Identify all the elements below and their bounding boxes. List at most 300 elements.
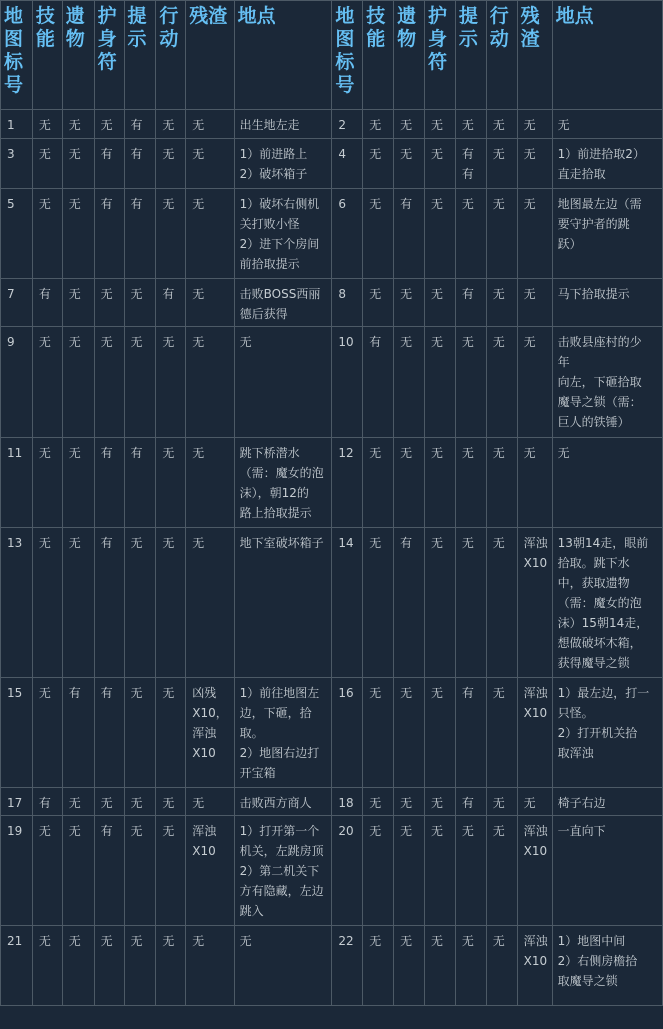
cell-line: 无 (431, 686, 444, 700)
cell-residue (517, 528, 552, 678)
cell-amulet (94, 528, 124, 678)
table-row (1, 110, 663, 139)
cell-location (552, 189, 662, 279)
cell-line: 2）破坏箱子 (239, 167, 308, 181)
cell-line: 浑浊 (523, 934, 548, 948)
cell-action (156, 189, 186, 279)
cell-line: X10， (192, 706, 228, 720)
cell-line: 6 (338, 197, 347, 211)
cell-relic (394, 327, 425, 438)
cell-amulet (425, 678, 456, 788)
cell-line: 无 (369, 147, 382, 161)
cell-line: 无 (400, 147, 413, 161)
cell-location (552, 816, 662, 926)
cell-line: 无 (162, 118, 175, 132)
cell-line: 2）右侧房檐拾 (557, 954, 638, 968)
cell-hint (124, 816, 156, 926)
cell-amulet (94, 189, 124, 279)
header-amulet: 护身符 (94, 1, 124, 110)
cell-line: X10 (192, 746, 216, 760)
cell-line: 无 (130, 335, 143, 349)
cell-line: 无 (400, 686, 413, 700)
cell-line: 椅子右边 (557, 796, 606, 810)
cell-map-number (332, 926, 363, 1006)
cell-line: （需：魔女的泡 (239, 466, 324, 480)
cell-line: 德后获得 (239, 307, 288, 321)
cell-line: 无 (431, 335, 444, 349)
cell-action (486, 110, 517, 139)
cell-line: 开宝箱 (239, 766, 276, 780)
cell-relic (394, 189, 425, 279)
cell-line: 无 (492, 118, 505, 132)
cell-skill (363, 438, 394, 528)
cell-relic (394, 528, 425, 678)
cell-line: 有 (38, 287, 51, 301)
cell-action (486, 926, 517, 1006)
cell-line: 无 (38, 934, 51, 948)
cell-line: 无 (68, 335, 81, 349)
cell-line: 无 (192, 796, 205, 810)
cell-line: 中，获取遗物 (557, 576, 630, 590)
cell-amulet (94, 816, 124, 926)
cell-line: 边，下砸，拾 (239, 706, 312, 720)
cell-hint (455, 110, 486, 139)
cell-line: 击败BOSS西丽 (239, 287, 321, 301)
cell-line: 18 (338, 796, 354, 810)
cell-line: 关打败小怪 (239, 217, 300, 231)
cell-skill (32, 926, 62, 1006)
cell-line: 拾取。跳下水 (557, 556, 630, 570)
cell-hint (124, 110, 156, 139)
cell-action (486, 327, 517, 438)
cell-skill (363, 189, 394, 279)
cell-line: 无 (192, 147, 205, 161)
cell-amulet (94, 926, 124, 1006)
cell-action (156, 110, 186, 139)
cell-line: 无 (68, 197, 81, 211)
cell-action (486, 139, 517, 189)
cell-line: 魔导之锁（需： (557, 395, 642, 409)
cell-line: 1）前往地图左 (239, 686, 320, 700)
cell-line: 无 (461, 934, 474, 948)
cell-line: 无 (162, 796, 175, 810)
cell-line: 无 (461, 118, 474, 132)
cell-line: 无 (369, 287, 382, 301)
cell-hint (455, 189, 486, 279)
cell-line: 有 (100, 147, 113, 161)
cell-relic (62, 438, 94, 528)
cell-line: 无 (100, 335, 113, 349)
cell-line: 14 (338, 536, 354, 550)
cell-line: 跳下桥潜水 (239, 446, 300, 460)
cell-skill (32, 139, 62, 189)
cell-map-number (332, 279, 363, 327)
cell-skill (363, 926, 394, 1006)
header-hint-2: 提示 (455, 1, 486, 110)
cell-line: 有 (100, 824, 113, 838)
cell-line: 有 (130, 118, 143, 132)
cell-line: 有 (400, 197, 413, 211)
cell-amulet (425, 788, 456, 816)
cell-line: 路上拾取提示 (239, 506, 312, 520)
cell-line: 取。 (239, 726, 264, 740)
cell-line: 浑浊 (523, 686, 548, 700)
cell-line: 1 (7, 118, 15, 132)
cell-line: 22 (338, 934, 354, 948)
cell-map-number (1, 139, 33, 189)
cell-residue (186, 438, 234, 528)
cell-amulet (94, 139, 124, 189)
cell-map-number (332, 139, 363, 189)
cell-line: 无 (400, 796, 413, 810)
cell-line: 无 (492, 287, 505, 301)
cell-line: 2）地图右边打 (239, 746, 320, 760)
cell-line: 无 (431, 147, 444, 161)
cell-relic (62, 678, 94, 788)
cell-line: 无 (492, 824, 505, 838)
cell-line: 无 (400, 934, 413, 948)
cell-map-number (1, 926, 33, 1006)
cell-line: 7 (7, 287, 15, 301)
cell-relic (394, 279, 425, 327)
cell-line: 凶残 (192, 686, 217, 700)
cell-line: 一直向下 (557, 824, 606, 838)
cell-line: X10 (192, 844, 216, 858)
cell-line: 取魔导之锁 (557, 974, 618, 988)
cell-line: 无 (38, 335, 51, 349)
cell-residue (517, 926, 552, 1006)
cell-location (552, 926, 662, 1006)
cell-line: 无 (492, 197, 505, 211)
cell-location (234, 528, 332, 678)
cell-line: 无 (162, 536, 175, 550)
cell-action (486, 816, 517, 926)
header-map-number-2: 地图标号 (332, 1, 363, 110)
cell-line: 无 (461, 536, 474, 550)
cell-line: 无 (431, 796, 444, 810)
cell-hint (455, 528, 486, 678)
cell-map-number (332, 110, 363, 139)
cell-line: 13 (7, 536, 23, 550)
cell-line: 要守护者的跳 (557, 217, 630, 231)
cell-line: 无 (162, 824, 175, 838)
cell-location (234, 110, 332, 139)
cell-amulet (425, 139, 456, 189)
cell-skill (32, 816, 62, 926)
cell-relic (394, 926, 425, 1006)
cell-line: 有 (100, 197, 113, 211)
cell-residue (186, 816, 234, 926)
cell-relic (394, 788, 425, 816)
cell-line: 无 (400, 824, 413, 838)
cell-residue (517, 816, 552, 926)
cell-line: 无 (130, 287, 143, 301)
cell-line: 巨人的铁锤） (557, 415, 630, 429)
cell-residue (517, 279, 552, 327)
cell-line: 想做破坏木箱， (557, 636, 642, 650)
cell-relic (62, 139, 94, 189)
cell-line: X10 (523, 706, 548, 720)
cell-line: 向左，下砸拾取 (557, 375, 642, 389)
cell-action (156, 926, 186, 1006)
cell-line: 13朝14走，眼前 (557, 536, 649, 550)
cell-residue (517, 139, 552, 189)
cell-line: 地下室破坏箱子 (239, 536, 324, 550)
header-action-2: 行动 (486, 1, 517, 110)
cell-line: 无 (461, 446, 474, 460)
cell-map-number (332, 678, 363, 788)
cell-line: 21 (7, 934, 23, 948)
cell-action (156, 139, 186, 189)
cell-map-number (1, 189, 33, 279)
cell-line: 无 (192, 287, 205, 301)
cell-line: 有 (130, 197, 143, 211)
cell-line: 无 (100, 934, 113, 948)
cell-line: 无 (400, 118, 413, 132)
header-residue: 残渣 (186, 1, 234, 110)
cell-line: 有 (461, 686, 474, 700)
cell-hint (124, 189, 156, 279)
cell-location (552, 438, 662, 528)
cell-line: （需：魔女的泡 (557, 596, 642, 610)
cell-line: 无 (162, 197, 175, 211)
cell-line: 无 (431, 536, 444, 550)
cell-relic (394, 816, 425, 926)
header-relic: 遗物 (62, 1, 94, 110)
cell-line: 出生地左走 (239, 118, 300, 132)
cell-line: 无 (68, 147, 81, 161)
cell-line: 方有隐藏，左边 (239, 884, 324, 898)
cell-line: 无 (192, 118, 205, 132)
cell-residue (517, 438, 552, 528)
cell-line: 1）前进拾取2） (557, 147, 645, 161)
cell-line: 无 (130, 796, 143, 810)
cell-map-number (1, 327, 33, 438)
cell-line: 无 (192, 335, 205, 349)
cell-map-number (1, 110, 33, 139)
cell-line: 1）破坏右侧机 (239, 197, 320, 211)
cell-line: 无 (38, 147, 51, 161)
cell-map-number (332, 788, 363, 816)
cell-skill (32, 110, 62, 139)
cell-line: 无 (492, 796, 505, 810)
cell-map-number (1, 678, 33, 788)
cell-line: 无 (461, 824, 474, 838)
cell-hint (455, 139, 486, 189)
cell-line: X10 (523, 556, 548, 570)
cell-hint (124, 788, 156, 816)
cell-skill (363, 528, 394, 678)
header-relic-2: 遗物 (394, 1, 425, 110)
cell-skill (363, 678, 394, 788)
cell-line: 无 (192, 446, 205, 460)
cell-map-number (1, 279, 33, 327)
cell-line: 有 (130, 446, 143, 460)
cell-line: 无 (523, 446, 536, 460)
table-row (1, 189, 663, 279)
cell-line: 地图最左边（需 (557, 197, 642, 211)
table-row (1, 926, 663, 1006)
cell-line: 1）打开第一个 (239, 824, 320, 838)
cell-line: 无 (523, 796, 536, 810)
table-row (1, 327, 663, 438)
cell-line: 有 (461, 147, 474, 161)
cell-amulet (94, 788, 124, 816)
cell-line: 4 (338, 147, 347, 161)
cell-location (234, 189, 332, 279)
cell-residue (186, 788, 234, 816)
cell-action (156, 678, 186, 788)
header-hint: 提示 (124, 1, 156, 110)
cell-relic (394, 139, 425, 189)
cell-action (156, 528, 186, 678)
cell-line: 无 (130, 934, 143, 948)
cell-residue (186, 110, 234, 139)
cell-line: 无 (461, 335, 474, 349)
cell-residue (186, 678, 234, 788)
cell-line: 无 (68, 824, 81, 838)
cell-line: 有 (400, 536, 413, 550)
cell-skill (32, 189, 62, 279)
table-row (1, 139, 663, 189)
cell-amulet (425, 528, 456, 678)
cell-line: 10 (338, 335, 354, 349)
cell-line: 1）前进路上 (239, 147, 308, 161)
cell-location (552, 110, 662, 139)
cell-line: 无 (369, 197, 382, 211)
cell-line: 19 (7, 824, 23, 838)
table-row (1, 528, 663, 678)
cell-line: 无 (130, 824, 143, 838)
cell-action (156, 816, 186, 926)
header-row (1, 1, 663, 110)
cell-skill (363, 110, 394, 139)
cell-line: 有 (100, 686, 113, 700)
cell-line: 无 (162, 335, 175, 349)
cell-line: 无 (492, 446, 505, 460)
cell-skill (363, 816, 394, 926)
cell-amulet (425, 189, 456, 279)
cell-amulet (425, 110, 456, 139)
cell-line: 有 (38, 796, 51, 810)
cell-skill (32, 327, 62, 438)
cell-action (486, 279, 517, 327)
cell-skill (32, 788, 62, 816)
cell-amulet (94, 438, 124, 528)
cell-location (552, 327, 662, 438)
cell-line: 有 (162, 287, 175, 301)
cell-line: 无 (492, 934, 505, 948)
cell-line: 无 (68, 446, 81, 460)
cell-skill (363, 327, 394, 438)
cell-line: 无 (192, 197, 205, 211)
cell-line: 无 (38, 118, 51, 132)
cell-line: 无 (431, 118, 444, 132)
cell-map-number (332, 528, 363, 678)
cell-amulet (425, 438, 456, 528)
cell-relic (62, 788, 94, 816)
cell-skill (363, 139, 394, 189)
cell-residue (186, 189, 234, 279)
cell-line: 无 (523, 118, 536, 132)
cell-map-number (332, 438, 363, 528)
cell-residue (186, 926, 234, 1006)
cell-line: 无 (100, 796, 113, 810)
cell-amulet (425, 327, 456, 438)
cell-skill (32, 678, 62, 788)
cell-line: 无 (492, 147, 505, 161)
cell-relic (394, 438, 425, 528)
cell-residue (517, 788, 552, 816)
table-row (1, 438, 663, 528)
cell-residue (517, 327, 552, 438)
cell-line: 5 (7, 197, 15, 211)
cell-line: 无 (38, 446, 51, 460)
cell-location (234, 926, 332, 1006)
header-location-2: 地点 (552, 1, 662, 110)
cell-hint (124, 139, 156, 189)
cell-map-number (1, 788, 33, 816)
cell-action (486, 678, 517, 788)
cell-action (156, 279, 186, 327)
cell-residue (186, 528, 234, 678)
cell-amulet (94, 110, 124, 139)
cell-hint (124, 528, 156, 678)
cell-line: 无 (523, 147, 536, 161)
cell-map-number (1, 438, 33, 528)
cell-hint (455, 327, 486, 438)
cell-hint (455, 816, 486, 926)
cell-relic (62, 926, 94, 1006)
cell-map-number (332, 327, 363, 438)
cell-line: 无 (431, 446, 444, 460)
cell-action (156, 788, 186, 816)
header-action: 行动 (156, 1, 186, 110)
cell-hint (124, 438, 156, 528)
cell-line: 无 (369, 934, 382, 948)
cell-location (552, 279, 662, 327)
cell-relic (62, 110, 94, 139)
cell-line: 无 (68, 287, 81, 301)
cell-line: 有 (461, 287, 474, 301)
cell-hint (124, 678, 156, 788)
cell-line: 无 (130, 686, 143, 700)
cell-line: 有 (100, 446, 113, 460)
cell-line: 有 (461, 796, 474, 810)
cell-residue (186, 327, 234, 438)
cell-action (486, 438, 517, 528)
cell-location (234, 788, 332, 816)
header-location: 地点 (234, 1, 332, 110)
cell-line: 1）地图中间 (557, 934, 626, 948)
cell-line: 无 (400, 287, 413, 301)
cell-line: 无 (400, 335, 413, 349)
cell-map-number (1, 816, 33, 926)
cell-line: 马下拾取提示 (557, 287, 630, 301)
cell-line: 无 (162, 446, 175, 460)
cell-line: 有 (100, 536, 113, 550)
cell-line: 无 (162, 147, 175, 161)
cell-line: 年 (557, 355, 570, 369)
cell-line: 无 (162, 934, 175, 948)
cell-location (234, 438, 332, 528)
table-row (1, 788, 663, 816)
cell-line: 跳入 (239, 904, 264, 918)
cell-line: 无 (100, 118, 113, 132)
cell-amulet (94, 279, 124, 327)
cell-line: 20 (338, 824, 354, 838)
cell-line: 无 (162, 686, 175, 700)
